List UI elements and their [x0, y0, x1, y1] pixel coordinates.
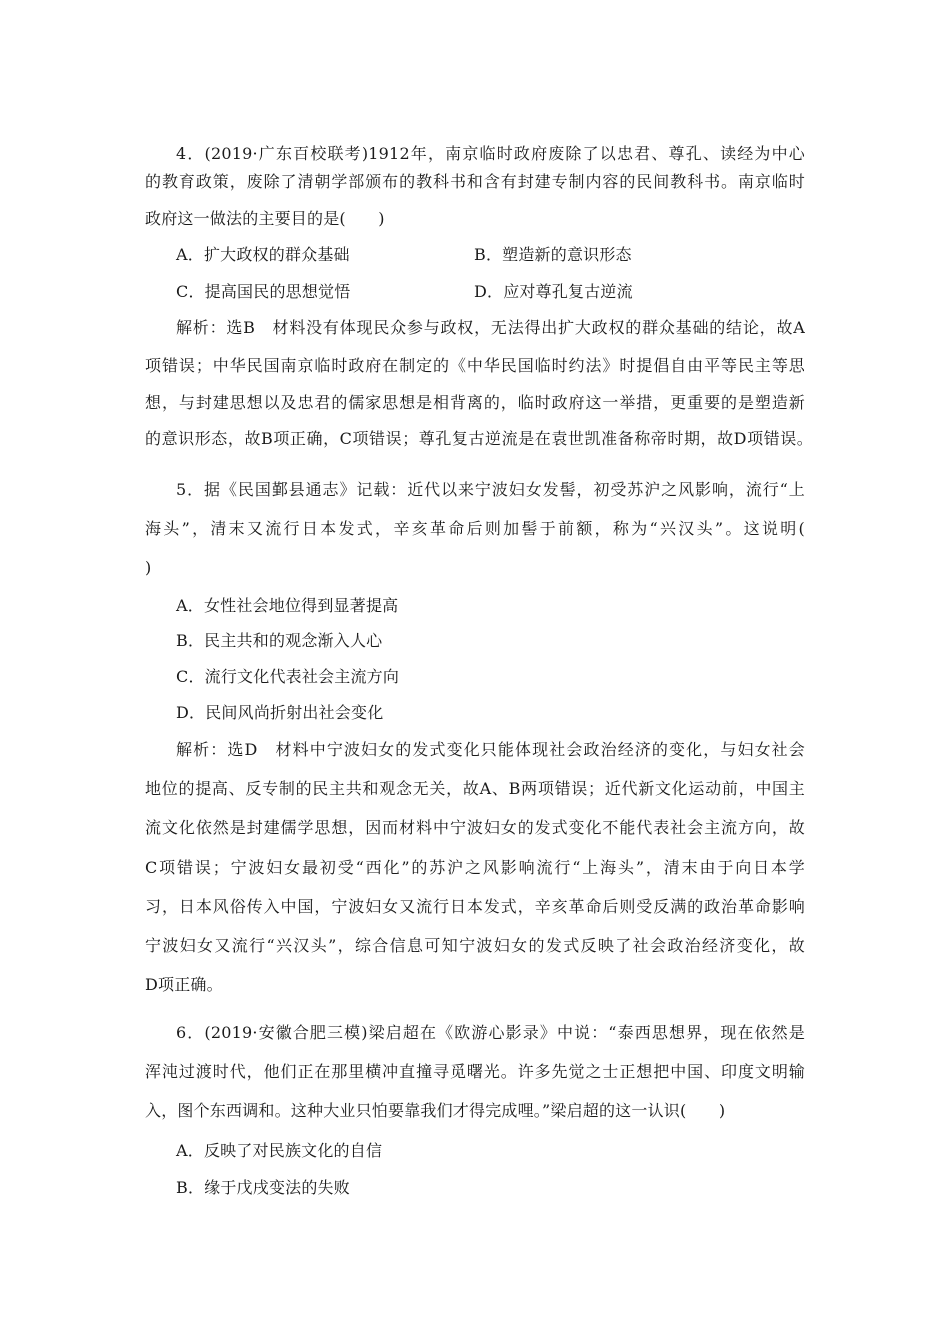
q5-stem-line-1: 5．据《民国鄞县通志》记载：近代以来宁波妇女发髻，初受苏沪之风影响，流行“上 [176, 480, 805, 499]
q5-analysis-line-7: D项正确。 [145, 975, 223, 994]
q4-analysis-line-4: 的意识形态，故B项正确，C项错误；尊孔复古逆流是在袁世凯准备称帝时期，故D项错误。 [145, 429, 813, 448]
q4-option-c: C．提高国民的思想觉悟 [176, 282, 351, 301]
q4-stem-line-3: 政府这一做法的主要目的是( ) [145, 209, 385, 228]
q4-option-b: B．塑造新的意识形态 [474, 245, 632, 264]
q4-option-d: D．应对尊孔复古逆流 [474, 282, 633, 301]
q5-option-c: C．流行文化代表社会主流方向 [176, 667, 400, 686]
q4-analysis-line-2: 项错误；中华民国南京临时政府在制定的《中华民国临时约法》时提倡自由平等民主等思 [145, 356, 805, 375]
q5-analysis-line-3: 流文化依然是封建儒学思想，因而材料中宁波妇女的发式变化不能代表社会主流方向，故 [145, 818, 805, 837]
q4-analysis-line-1: 解析：选B 材料没有体现民众参与政权，无法得出扩大政权的群众基础的结论，故A [176, 318, 805, 337]
q6-stem-line-2: 浑沌过渡时代，他们正在那里横冲直撞寻觅曙光。许多先觉之士正想把中国、印度文明输 [145, 1062, 805, 1081]
q6-stem-line-3: 入，图个东西调和。这种大业只怕要靠我们才得完成哩。”梁启超的这一认识( ) [145, 1101, 726, 1120]
q5-option-b: B．民主共和的观念渐入人心 [176, 631, 383, 650]
q5-option-d: D．民间风尚折射出社会变化 [176, 703, 384, 722]
q5-analysis-line-5: 习，日本风俗传入中国，宁波妇女又流行日本发式，辛亥革命后则受反满的政治革命影响 [145, 897, 805, 916]
q4-analysis-line-3: 想，与封建思想以及忠君的儒家思想是相背离的，临时政府这一举措，更重要的是塑造新 [145, 393, 805, 412]
q5-stem-line-2: 海头”，清末又流行日本发式，辛亥革命后则加髻于前额，称为“兴汉头”。这说明( [145, 519, 805, 538]
q4-stem-line-1: 4．(2019·广东百校联考)1912年，南京临时政府废除了以忠君、尊孔、读经为中心 [176, 144, 805, 163]
q6-option-b: B．缘于戊戌变法的失败 [176, 1178, 350, 1197]
q5-stem-line-3: ) [145, 558, 152, 577]
q6-option-a: A．反映了对民族文化的自信 [176, 1141, 383, 1160]
q5-analysis-line-1: 解析：选D 材料中宁波妇女的发式变化只能体现社会政治经济的变化，与妇女社会 [176, 740, 805, 759]
q5-analysis-line-2: 地位的提高、反专制的民主共和观念无关，故A、B两项错误；近代新文化运动前，中国主 [145, 779, 805, 798]
q5-option-a: A．女性社会地位得到显著提高 [176, 596, 399, 615]
q5-analysis-line-4: C项错误；宁波妇女最初受“西化”的苏沪之风影响流行“上海头”，清末由于向日本学 [145, 858, 805, 877]
q5-analysis-line-6: 宁波妇女又流行“兴汉头”，综合信息可知宁波妇女的发式反映了社会政治经济变化，故 [145, 936, 805, 955]
q4-option-a: A．扩大政权的群众基础 [176, 245, 350, 264]
q6-stem-line-1: 6．(2019·安徽合肥三模)梁启超在《欧游心影录》中说：“泰西思想界，现在依然是 [176, 1023, 805, 1042]
q4-stem-line-2: 的教育政策，废除了清朝学部颁布的教科书和含有封建专制内容的民间教科书。南京临时 [145, 172, 805, 191]
